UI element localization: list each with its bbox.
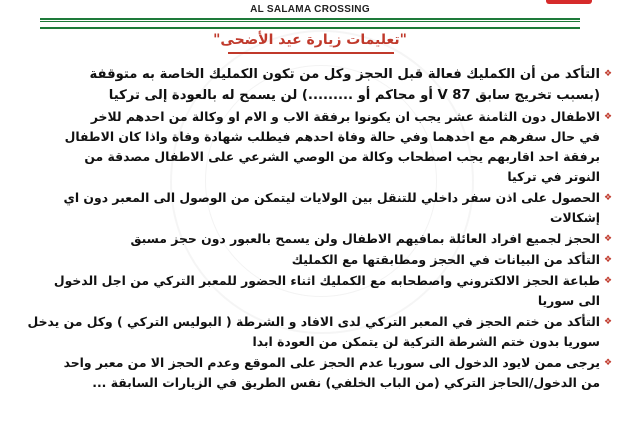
instruction-line: يرجى ممن لايود الدخول الى سوريا عدم الحجز على الموقع وعدم الحجز الا من معبر واحد bbox=[63, 355, 600, 370]
brand-name: AL SALAMA CROSSING bbox=[250, 4, 370, 15]
instruction-line: الى سوريا bbox=[537, 293, 600, 308]
instruction-line: الحصول على اذن سفر داخلي للتنقل بين الولايات ليتمكن من الوصول الى المعبر دون اي إشكالات bbox=[63, 190, 600, 225]
instruction-line: الاطفال دون الثامنة عشر يجب ان يكونوا برفقة الاب و الام او وكالة من احدهم للاخر bbox=[90, 109, 600, 124]
bullet-icon: ❖ bbox=[603, 317, 613, 327]
bullet-icon: ❖ bbox=[603, 69, 613, 79]
page-title: "تعليمات زيارة عيد الأضحى" bbox=[213, 32, 407, 48]
bullet-icon: ❖ bbox=[603, 193, 613, 203]
instruction-line: التأكد من البيانات في الحجز ومطابقتها مع الكمليك bbox=[291, 252, 600, 267]
instruction-item bbox=[16, 64, 614, 106]
title-underline bbox=[228, 52, 394, 54]
bullet-icon: ❖ bbox=[603, 358, 613, 368]
instruction-line: برفقة احد اقاربهم يجب اصطحاب وكالة من الوصي الشرعي على الاطفال مصدقة من bbox=[84, 149, 600, 164]
header-divider bbox=[40, 18, 580, 29]
instruction-item bbox=[16, 229, 614, 249]
instruction-item bbox=[16, 107, 614, 187]
instruction-line: سوريا بدون ختم الشرطة التركية لن يتمكن من العودة ابدا bbox=[252, 334, 600, 349]
instruction-line: الحجز لجميع افراد العائلة بمافيهم الاطفال ولن يسمح بالعبور دون حجز مسبق bbox=[130, 231, 600, 246]
instruction-item bbox=[16, 353, 614, 393]
bullet-icon: ❖ bbox=[603, 112, 613, 122]
instruction-item bbox=[16, 271, 614, 311]
header-divider-inner bbox=[40, 21, 580, 22]
instruction-line: (بسبب تخريج سابق V 87 أو محاكم أو .........) لن يسمح له بالعودة إلى تركيا bbox=[108, 88, 600, 103]
bullet-icon: ❖ bbox=[603, 234, 613, 244]
instruction-item bbox=[16, 250, 614, 270]
bullet-icon: ❖ bbox=[603, 255, 613, 265]
instruction-line: في حال سفرهم مع احدهما وفي حالة وفاة احدهم فيطلب شهادة وفاة واذا كان الاطفال bbox=[64, 129, 600, 144]
instruction-line: طباعة الحجز الالكتروني واصطحابه مع الكمليك اثناء الحضور للمعبر التركي من اجل الدخول bbox=[53, 273, 600, 288]
instruction-item bbox=[16, 188, 614, 228]
instruction-line: التأكد من ختم الحجز في المعبر التركي لدى الافاد و الشرطة ( البوليس التركي ) وكل من يدخل bbox=[27, 314, 600, 329]
instruction-line: التأكد من أن الكمليك فعالة قبل الحجز وكل من تكون الكمليك الخاصة به متوقفة bbox=[89, 67, 600, 82]
instructions-list bbox=[16, 64, 614, 394]
instruction-line: النوتر في تركيا bbox=[507, 169, 600, 184]
instruction-item bbox=[16, 312, 614, 352]
bullet-icon: ❖ bbox=[603, 276, 613, 286]
instruction-line: من الدخول/الحاجز التركي (من الباب الخلفي) نفس الطريق في الزيارات السابقة ... bbox=[92, 375, 600, 390]
